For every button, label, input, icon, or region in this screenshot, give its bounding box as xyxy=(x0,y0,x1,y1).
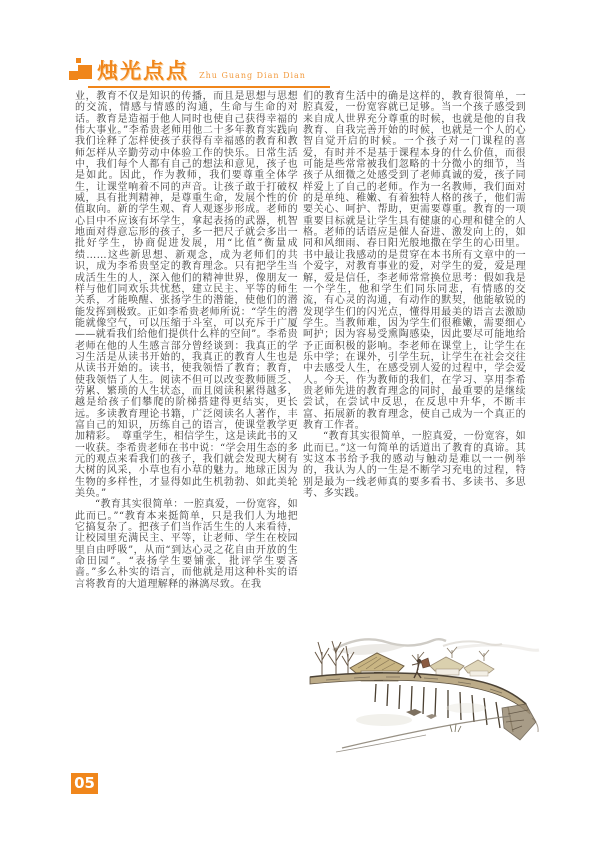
paragraph-continuation: 们的教育生活中的确是这样的，教育很简单，一腔真爱，一份宽容就已足够。当一个孩子感受到来自成人世界充分尊重的时候，也就是他的自我教育、自我完善开始的时候，也就是一个人的心智自觉开启的时候。一个孩子对一门课程的喜爱，有时并不是基于课程本身的什么价值，而很可能是些常常被我们忽略的十分微小的细节，当孩子从细微之处感受到了老师真诚的爱，孩子同样爱上了自己的老师。作为一名教师，我们面对的是单纯、稚嫩、有着独特人格的孩子，他们需要关心、呵护、帮助，更需要尊重。教育的一项重要目标就是让学生具有健康的心理和健全的人格。老师的话语应是催人奋进、激发向上的，如同和风细雨、春日阳光般地撒在学生的心田里。书中最让我感动的是贯穿在本书所有文章中的一个爱字，对教育事业的爱，对学生的爱，爱是理解，爱是信任，李老师常常换位思考：假如我是一个学生，他和学生们同乐同悲，有情感的交流，有心灵的沟通，有动作的默契，他能敏锐的发现学生们的闪光点，懂得用最美的语言去激励学生。当教师难，因为学生们很稚嫩，需要细心呵护；因为容易受熏陶感染，因此要尽可能地给予正面积极的影响。李老师在课堂上，让学生在乐中学；在课外，引学生玩，让学生在社会交往中去感受人生，在感受别人爱的过程中，学会爱人。今天，作为教师的我们，在学习、享用李希贵老师先进的教育理念的同时，最重要的是继续尝试，在尝试中反思，在反思中升华，不断丰富、拓展新的教育理念，使自己成为一个真正的教育工作者。 xyxy=(303,91,526,431)
logo-square-large xyxy=(78,65,92,79)
column-title-pinyin: Zhu Guang Dian Dian xyxy=(199,71,306,80)
squares-logo-icon xyxy=(69,58,92,82)
logo-square-small xyxy=(76,58,81,63)
right-column xyxy=(303,91,526,499)
ink-wash-bridge-illustration xyxy=(306,628,542,812)
left-column xyxy=(75,91,298,590)
masthead-underline xyxy=(88,86,330,88)
paragraph: “教育其实很简单：一腔真爱，一份宽容，如此而已。”“教育本来挺简单，只是我们人为地把它搞复杂了。把孩子们当作活生生的人来看待，让校园里充满民主、平等，让老师、学生在校园里自由呼吸”，从而“到达心灵之花自由开放的生命田园”。“表扬学生要铺张，批评学生要吝啬。”多么朴实的语言，而他就是用这种朴实的语言将教育的大道理解释的淋漓尽致。在我 xyxy=(75,499,298,590)
page-number-badge: 05 xyxy=(71,773,98,794)
rocky-bank xyxy=(502,704,538,740)
logo-square-medium xyxy=(69,71,78,80)
paragraph: “教育其实很简单，一腔真爱，一份宽容，如此而已。”这一句简单的话道出了教育的真谛。其实这本书给予我的感动与触动是难以一一例举的，我认为人的一生是不断学习充电的过程，特别是最为一线老师真的要多看书、多读书、多思考、多实践。 xyxy=(303,431,526,500)
column-title: 烛光点点 xyxy=(97,58,189,83)
paragraph-continuation: 业，教育不仅是知识的传播，而且是思想与思想的交流，情感与情感的沟通，生命与生命的对话。教育是造福于他人同时也使自己获得幸福的伟大事业。”李希贵老师用他二十多年教育实践向我们诠释了怎样使孩子获得有幸福感的教育和教师怎样从辛勤劳动中体验工作的快乐。日常生活中，我们每个人都有自己的想法和意见，孩子也是如此。因此，作为教师，我们要尊重全体学生，让课堂响着不同的声音。让孩子敢于打破权威，具有批判精神，是尊重生命，发展个性的价值取向。新的学生观、育人观逐步形成。老师的心目中不应该有坏学生，拿起表扬的武器，机智地面对得意忘形的孩子，多一把尺子就会多出一批好学生，协商促进发展，用“比值”衡量成绩……这些新思想、新观念，成为老师们的共识，成为李希贵坚定的教育理念。只有把学生当成活生生的人，深入他们的精神世界，像朋友一样与他们同欢乐共忧愁，建立民主、平等的师生关系，才能唤醒、张扬学生的潜能，使他们的潜能发挥到极致。正如李希贵老师所说：“学生的潜能就像空气，可以压缩于斗室，可以充斥于广厦——就看我们给他们提供什么样的空间”。李希贵老师在他的人生感言部分曾经谈到：我真正的学习生活是从读书开始的，我真正的教育人生也是从读书开始的。读书，使我领悟了教育；教育，使我领悟了人生。阅读不但可以改变教师匮乏、劳累、繁琐的人生状态，而且阅读积累得越多，越是给孩子们攀爬的阶梯搭建得更结实，更长远。多读教育理论书籍，广泛阅读名人著作，丰富自己的知识，历练自己的语言，使课堂教学更加精彩。 尊重学生，相信学生，这是读此书的又一收获。李希贵老师在书中说：“学会用生态的多元的观点来看我们的孩子，我们就会发现大树有大树的风采，小草也有小草的魅力。地球正因为生物的多样性，才显得如此生机勃勃、如此美轮美奂。” xyxy=(75,91,298,500)
thatched-houses-right xyxy=(430,647,494,676)
wooden-bridge xyxy=(310,673,530,732)
